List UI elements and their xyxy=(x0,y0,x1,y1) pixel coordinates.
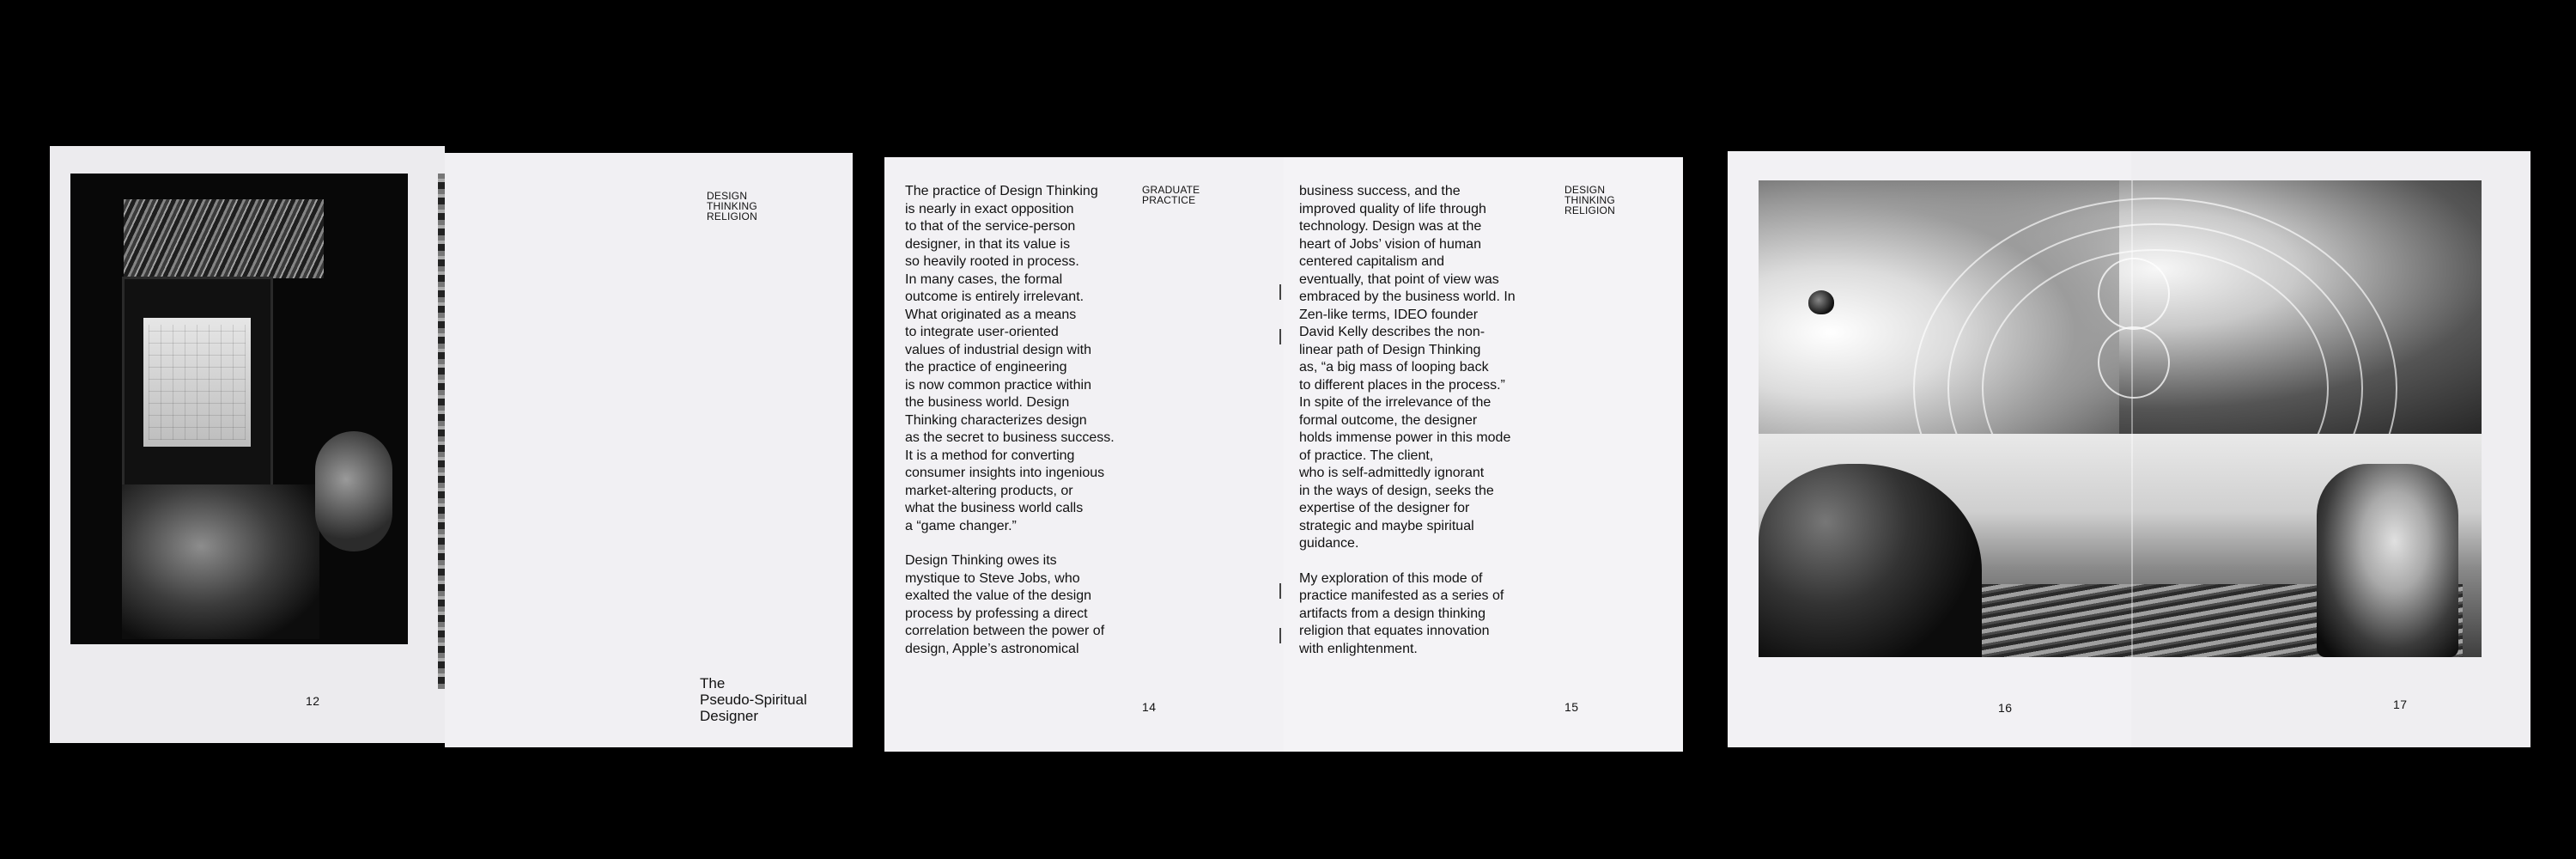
binding-staple-mark xyxy=(1279,329,1281,344)
binding-staple-mark xyxy=(1279,583,1281,599)
surreal-collage-image xyxy=(1759,180,2482,657)
page-number-16: 16 xyxy=(1998,701,2013,715)
spread-pages-16-17 xyxy=(1728,151,2530,747)
page-number-17: 17 xyxy=(2393,698,2408,711)
spread-pages-14-15 xyxy=(884,157,1683,752)
collage-figure xyxy=(2317,464,2458,657)
binding-staple-mark xyxy=(1279,628,1281,643)
page-number-15: 15 xyxy=(1564,700,1579,714)
monitor-screen xyxy=(143,318,251,447)
body-text-right-column xyxy=(1299,183,1516,675)
paragraph: business success, and the improved quality of life through technology. Design was at the heart of Jobs’ vision of human centered capitalism and eventually, that point of view was embraced by the business world. In Zen-like terms, IDEO founder David Kelly describes the non- linear path of Design Thinking as, “a big mass of looping back to different places in the process.” In spite of the irrelevance of the formal outcome, the designer holds immense power in this mode of practice. The client, who is self-admittedly ignorant in the ways of design, seeks the expertise of the designer for strategic and maybe spiritual guidance. xyxy=(1299,184,1516,551)
collage-ring xyxy=(2098,258,2170,330)
page-12 xyxy=(50,146,445,743)
page-14 xyxy=(884,157,1284,752)
photo-hand xyxy=(315,431,392,551)
running-head: DESIGN THINKING RELIGION xyxy=(707,190,757,222)
collage-gutter xyxy=(2131,180,2133,657)
screen-grid xyxy=(149,325,246,440)
page-number-14: 14 xyxy=(1142,700,1157,714)
collage-ring xyxy=(2098,326,2170,399)
running-head: DESIGN THINKING RELIGION xyxy=(1564,184,1615,216)
photo-texture-bottom xyxy=(122,484,319,639)
page-number-12: 12 xyxy=(306,694,320,708)
photo-monitor xyxy=(122,277,273,488)
paragraph: The practice of Design Thinking is nearly in exact opposition to that of the service-person designer, in that its value is so heavily rooted in process. In many cases, the formal outcome is entirely irrelevant. What originated as a means to integrate user-oriented values of industrial design with the practice of engineering is now common practice within the business world. Design Thinking characterizes design as the secret to business success. It is a method for converting consumer insights into ingenious market-altering products, or what the business world calls a “game changer.” xyxy=(905,184,1115,533)
page-13 xyxy=(445,153,853,747)
collage-heart xyxy=(1808,290,1834,314)
running-head: GRADUATE PRACTICE xyxy=(1142,184,1200,206)
section-title: The Pseudo-Spiritual Designer xyxy=(700,675,807,724)
body-text-left-column xyxy=(905,183,1115,675)
page-15 xyxy=(1284,157,1683,752)
gutter-image-strip xyxy=(438,174,445,689)
spread-pages-12-13 xyxy=(50,146,853,747)
paragraph: My exploration of this mode of practice manifested as a series of artifacts from a design thinking religion that equates innovation with enlightenment. xyxy=(1299,570,1504,656)
photo-texture-top xyxy=(124,199,324,278)
binding-staple-mark xyxy=(1279,284,1281,300)
photo-monitor-collage xyxy=(70,174,408,644)
paragraph: Design Thinking owes its mystique to Steve Jobs, who exalted the value of the design process by professing a direct correlation between the power of design, Apple’s astronomical xyxy=(905,553,1105,656)
